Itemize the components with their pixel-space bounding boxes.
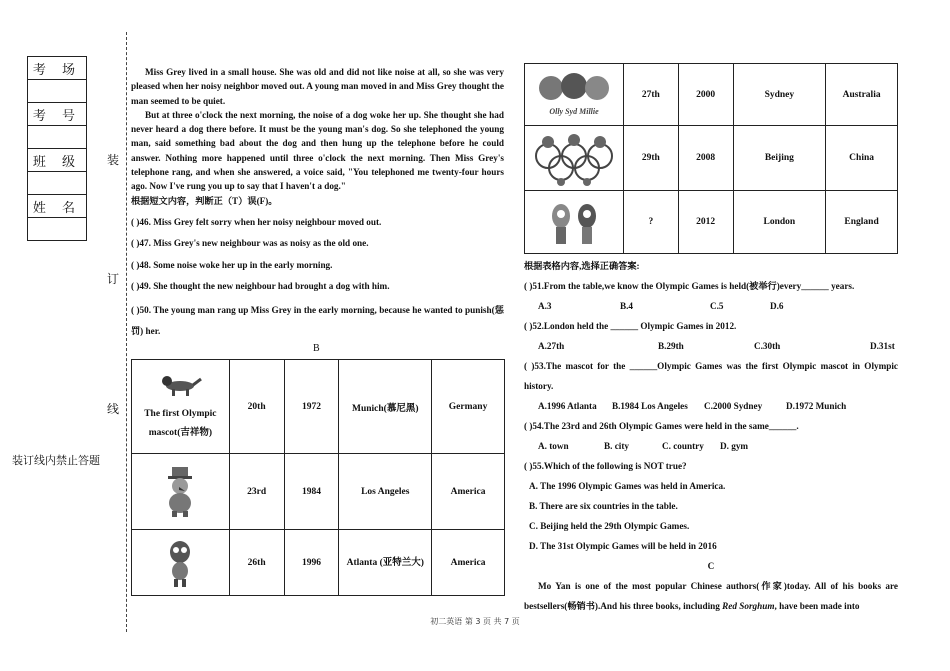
option: D. gym xyxy=(720,441,749,451)
table-row xyxy=(525,191,898,254)
binding-warning: 装订线内禁止答题 xyxy=(12,454,100,467)
table-row xyxy=(132,360,505,454)
option: D.6 xyxy=(770,301,784,311)
question-48: ( )48. Some noise woke her up in the early morning. xyxy=(131,259,333,270)
question-49: ( )49. She thought the new neighbour had brought a dog with him. xyxy=(131,280,390,291)
question-55-option-a: A. The 1996 Olympic Games was held in America. xyxy=(529,481,726,491)
exam-number-field[interactable] xyxy=(28,126,87,149)
city-cell: London xyxy=(733,191,826,254)
option: B.29th xyxy=(658,341,684,351)
section-c-text-end: , have been made into xyxy=(774,601,860,611)
question-52-options xyxy=(524,336,898,356)
name-label: 姓 名 xyxy=(28,195,87,218)
edition-cell: 29th xyxy=(623,126,678,191)
exam-room-label: 考 场 xyxy=(28,57,87,80)
mascot-cell xyxy=(525,126,624,191)
option: B.1984 Los Angeles xyxy=(612,401,688,411)
country-cell: Australia xyxy=(826,64,898,126)
name-field[interactable] xyxy=(28,218,87,241)
option: A.27th xyxy=(538,341,565,351)
table-row xyxy=(132,530,505,596)
binding-char-1: 装 xyxy=(107,153,120,167)
year-cell: 1972 xyxy=(284,360,339,454)
binding-char-3: 线 xyxy=(107,402,120,416)
year-cell: 2000 xyxy=(678,64,733,126)
question-47: ( )47. Miss Grey's new neighbour was as noisy as the old one. xyxy=(131,238,369,249)
question-51-options xyxy=(524,296,898,316)
question-51: ( )51.From the table,we know the Olympic Games is held(被举行)every______ years. xyxy=(524,281,855,291)
question-55-option-d: D. The 31st Olympic Games will be held in 2016 xyxy=(529,541,717,551)
page-footer: 初二英语 第 3 页 共 7 页 xyxy=(430,617,520,626)
table-row xyxy=(525,126,898,191)
mascot-cell xyxy=(132,360,230,454)
section-c-text: Mo Yan is one of the most popular Chinese authors(作家)today. All of his books are bestsellers(畅销书).And his three books, including xyxy=(524,581,898,611)
option: C.5 xyxy=(710,301,724,311)
table-row xyxy=(132,454,505,530)
country-cell: Germany xyxy=(432,360,505,454)
country-cell: England xyxy=(826,191,898,254)
passage-a-instruction: 根据短文内容，判断正（T）误(F)。 xyxy=(131,195,278,206)
mascot-cell xyxy=(132,530,230,596)
option: C.30th xyxy=(754,341,781,351)
wenlock-mandeville-icon xyxy=(539,196,609,248)
mascot-caption: The first Olympic mascot(吉祥物) xyxy=(144,408,217,438)
option: A.3 xyxy=(538,301,552,311)
mascot-cell xyxy=(132,454,230,530)
exam-room-field[interactable] xyxy=(28,80,87,103)
option: B.4 xyxy=(620,301,634,311)
sydney-mascots-icon xyxy=(529,70,619,120)
passage-a xyxy=(131,65,504,342)
class-label: 班 级 xyxy=(28,149,87,172)
city-cell: Beijing xyxy=(733,126,826,191)
passage-a-para2: But at three o'clock the next morning, the noise of a dog woke her up. She thought she had never heard a dog there before. It must be the young man's dog. So she telephoned the young man, said something bad about the dog and then hung up the telephone before he could answer. Nothing more happened until three o'clock the next morning. Then Miss Grey's telephone rang, and when she answered, a voice said, "You telephoned me twenty-four hours ago. Now I've rung you up to say that I haven't a dog." xyxy=(131,109,504,192)
book-title: Red Sorghum xyxy=(722,601,775,611)
class-field[interactable] xyxy=(28,172,87,195)
option: A. town xyxy=(538,441,569,451)
izzy-mascot-icon xyxy=(162,538,198,588)
option: A.1996 Atlanta xyxy=(538,401,597,411)
svg-text:Olly Syd Millie: Olly Syd Millie xyxy=(549,106,599,116)
binding-char-2: 订 xyxy=(107,272,120,286)
city-cell: Munich(慕尼黑) xyxy=(339,360,432,454)
binding-line xyxy=(126,32,127,632)
question-50: ( )50. The young man rang up Miss Grey in the early morning, because he wanted to punish(惩罚) her. xyxy=(131,305,504,337)
section-c-passage xyxy=(524,576,898,616)
question-52: ( )52.London held the ______ Olympic Games in 2012. xyxy=(524,321,737,331)
mascot-cell xyxy=(525,191,624,254)
question-53-options xyxy=(524,396,898,416)
waldi-dachshund-icon xyxy=(158,371,202,397)
city-cell: Sydney xyxy=(733,64,826,126)
city-cell: Los Angeles xyxy=(339,454,432,530)
year-cell: 2012 xyxy=(678,191,733,254)
olympics-table-part2 xyxy=(524,63,898,254)
country-cell: America xyxy=(432,530,505,596)
mascot-cell xyxy=(525,64,624,126)
option: B. city xyxy=(604,441,630,451)
question-46: ( )46. Miss Grey felt sorry when her noisy neighbour moved out. xyxy=(131,216,382,227)
exam-number-label: 考 号 xyxy=(28,103,87,126)
option: D.1972 Munich xyxy=(786,401,847,411)
section-b-questions xyxy=(524,256,898,616)
edition-cell: 20th xyxy=(229,360,284,454)
option: C.2000 Sydney xyxy=(704,401,763,411)
passage-a-para1: Miss Grey lived in a small house. She was old and did not like noise at all, so she was very pleased when her noisy neighbor moved out. A young man moved in and Miss Grey thought the man seemed to be quiet. xyxy=(131,67,504,106)
question-55: ( )55.Which of the following is NOT true? xyxy=(524,461,687,471)
year-cell: 1996 xyxy=(284,530,339,596)
country-cell: China xyxy=(826,126,898,191)
student-info-table xyxy=(27,56,87,241)
edition-cell: 26th xyxy=(229,530,284,596)
edition-cell: ? xyxy=(623,191,678,254)
edition-cell: 27th xyxy=(623,64,678,126)
fuwa-rings-icon xyxy=(526,130,622,186)
question-54-options xyxy=(524,436,898,456)
question-55-option-c: C. Beijing held the 29th Olympic Games. xyxy=(529,521,690,531)
option: D.31st xyxy=(870,341,895,351)
section-b-label: B xyxy=(313,343,320,354)
edition-cell: 23rd xyxy=(229,454,284,530)
question-53: ( )53.The mascot for the ______Olympic Games was the first Olympic mascot in Olympic history. xyxy=(524,361,898,391)
olympics-table-part1 xyxy=(131,359,505,596)
sam-eagle-icon xyxy=(155,465,205,519)
option: C. country xyxy=(662,441,704,451)
country-cell: America xyxy=(432,454,505,530)
question-55-option-b: B. There are six countries in the table. xyxy=(529,501,678,511)
city-cell: Atlanta (亚特兰大) xyxy=(339,530,432,596)
question-54: ( )54.The 23rd and 26th Olympic Games were held in the same______. xyxy=(524,421,799,431)
section-c-label: C xyxy=(707,561,715,571)
table-row xyxy=(525,64,898,126)
year-cell: 1984 xyxy=(284,454,339,530)
section-b-instruction: 根据表格内容,选择正确答案: xyxy=(524,261,640,271)
year-cell: 2008 xyxy=(678,126,733,191)
